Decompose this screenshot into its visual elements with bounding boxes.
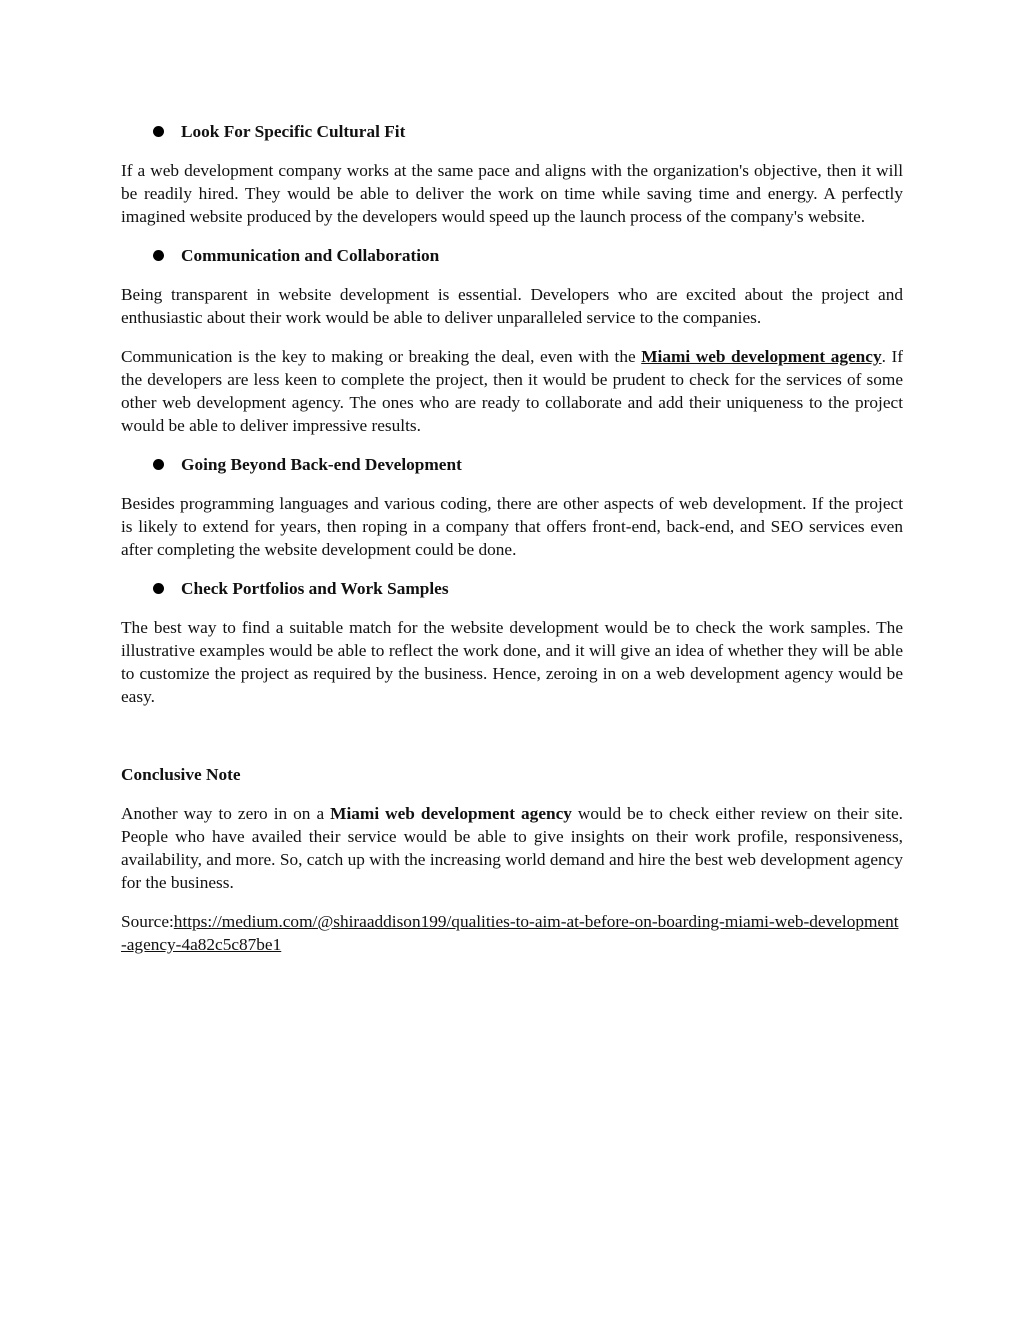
bullet-icon — [153, 459, 164, 470]
paragraph-portfolios: The best way to find a suitable match for the website development would be to check the work samples. The illustrative examples would be able to reflect the work done, and it will give an idea of whether they will be able to customize the project as required by the business. Hence, zeroing in on a web development agency would be easy. — [121, 618, 903, 706]
document-page — [121, 120, 903, 972]
bullet-icon — [153, 250, 164, 261]
paragraph-text: Another way to zero in on a — [121, 804, 331, 823]
paragraph-conclusion — [121, 802, 903, 894]
paragraph-beyond-backend: Besides programming languages and various coding, there are other aspects of web development. If the project is likely to extend for years, then roping in a company that offers front-end, back-end, and SEO services even after completing the website development could be done. — [121, 494, 903, 559]
section-heading-cultural-fit — [121, 120, 903, 143]
source-label: Source: — [121, 912, 174, 931]
paragraph-communication-1: Being transparent in website development is essential. Developers who are excited about the project and enthusiastic about their work would be able to deliver unparalleled service to the companies. — [121, 285, 903, 327]
source-link[interactable]: https://medium.com/@shiraaddison199/qualities-to-aim-at-before-on-boarding-miami-web-development-agency-4a82c5c87be1 — [121, 912, 899, 954]
agency-name-bold: Miami web development agency — [330, 804, 572, 823]
paragraph-communication-2 — [121, 345, 903, 437]
paragraph-text: would be to check either review on their site. People who have availed their service would be able to give insights on their work profile, responsiveness, availability, and more. So, catch up with the increasing world demand and hire the best web development agency for the business. — [121, 804, 903, 892]
section-heading-portfolios — [121, 577, 903, 600]
section-heading-beyond-backend — [121, 453, 903, 476]
paragraph-text: . If the developers are less keen to complete the project, then it would be prudent to check for the services of some other web development agency. The ones who are ready to collaborate and add their uniqueness to the project would be able to deliver impressive results. — [121, 347, 903, 435]
bullet-icon — [153, 126, 164, 137]
heading-text: Communication and Collaboration — [181, 246, 440, 265]
conclusion-heading: Conclusive Note — [121, 765, 241, 784]
heading-text: Look For Specific Cultural Fit — [181, 122, 406, 141]
source-line — [121, 910, 903, 956]
miami-agency-link[interactable]: Miami web development agency — [641, 347, 882, 366]
paragraph-text: Communication is the key to making or breaking the deal, even with the — [121, 347, 642, 366]
paragraph-cultural-fit: If a web development company works at the same pace and aligns with the organization's objective, then it will be readily hired. They would be able to deliver the work on time while saving time and energy. A perfectly imagined website produced by the developers would speed up the launch process of the company's website. — [121, 161, 903, 226]
bullet-icon — [153, 583, 164, 594]
section-spacer — [121, 724, 903, 763]
section-heading-communication — [121, 244, 903, 267]
heading-text: Going Beyond Back-end Development — [181, 455, 462, 474]
heading-text: Check Portfolios and Work Samples — [181, 579, 449, 598]
